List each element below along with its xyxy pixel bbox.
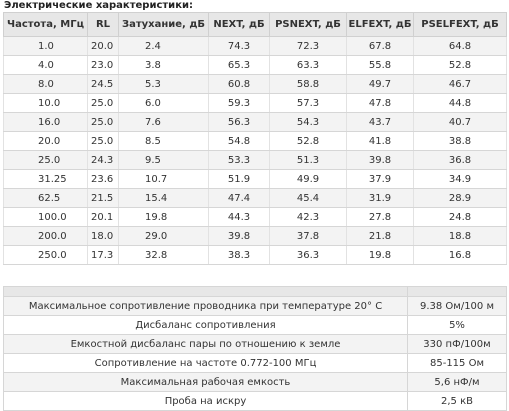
table-cell: 25.0 <box>88 132 119 151</box>
table-cell: 19.8 <box>119 208 209 227</box>
table-cell: 20.0 <box>4 132 88 151</box>
parameter-value: 330 пФ/100м <box>408 335 507 354</box>
table-cell: 21.5 <box>88 189 119 208</box>
table-cell: 49.9 <box>270 170 347 189</box>
parameter-name: Дисбаланс сопротивления <box>4 316 408 335</box>
table-cell: 6.0 <box>119 94 209 113</box>
table-row <box>4 37 507 56</box>
parameter-value: 2,5 кВ <box>408 392 507 411</box>
table-cell: 40.7 <box>414 113 507 132</box>
table-cell: 58.8 <box>270 75 347 94</box>
header-pselfext: PSELFEXT, дБ <box>414 13 507 37</box>
table-cell: 37.8 <box>270 227 347 246</box>
table-cell: 56.3 <box>209 113 270 132</box>
table-row <box>4 94 507 113</box>
table-cell: 51.9 <box>209 170 270 189</box>
table-row <box>4 316 507 335</box>
table-cell: 24.8 <box>414 208 507 227</box>
table-cell: 23.0 <box>88 56 119 75</box>
header-psnext: PSNEXT, дБ <box>270 13 347 37</box>
table-cell: 74.3 <box>209 37 270 56</box>
table-cell: 46.7 <box>414 75 507 94</box>
table-cell: 55.8 <box>347 56 414 75</box>
table-cell: 18.8 <box>414 227 507 246</box>
table-header-row <box>4 287 507 297</box>
parameter-name: Проба на искру <box>4 392 408 411</box>
table-cell: 17.3 <box>88 246 119 265</box>
table-cell: 7.6 <box>119 113 209 132</box>
table-cell: 36.3 <box>270 246 347 265</box>
parameter-value: 85-115 Ом <box>408 354 507 373</box>
table-row <box>4 246 507 265</box>
table-cell: 34.9 <box>414 170 507 189</box>
table-row <box>4 354 507 373</box>
table-cell: 52.8 <box>414 56 507 75</box>
frequency-characteristics-table <box>3 12 507 265</box>
table-cell: 39.8 <box>209 227 270 246</box>
table-cell: 25.0 <box>88 94 119 113</box>
table-cell: 43.7 <box>347 113 414 132</box>
parameter-name: Емкостной дисбаланс пары по отношению к земле <box>4 335 408 354</box>
table-cell: 25.0 <box>88 113 119 132</box>
table-cell: 53.3 <box>209 151 270 170</box>
table-cell: 64.8 <box>414 37 507 56</box>
header-attenuation: Затухание, дБ <box>119 13 209 37</box>
table-cell: 2.4 <box>119 37 209 56</box>
table-cell: 250.0 <box>4 246 88 265</box>
table-cell: 41.8 <box>347 132 414 151</box>
table-cell: 72.3 <box>270 37 347 56</box>
table-cell: 51.3 <box>270 151 347 170</box>
table-cell: 3.8 <box>119 56 209 75</box>
table-cell: 24.5 <box>88 75 119 94</box>
table-row <box>4 170 507 189</box>
table-cell: 44.3 <box>209 208 270 227</box>
table-cell: 60.8 <box>209 75 270 94</box>
table-cell: 8.0 <box>4 75 88 94</box>
table-cell: 16.0 <box>4 113 88 132</box>
header-cell <box>408 287 507 297</box>
table-cell: 54.3 <box>270 113 347 132</box>
table-body <box>4 37 507 265</box>
table-cell: 24.3 <box>88 151 119 170</box>
table-cell: 54.8 <box>209 132 270 151</box>
parameter-value: 5,6 нФ/м <box>408 373 507 392</box>
table-cell: 38.3 <box>209 246 270 265</box>
table-cell: 42.3 <box>270 208 347 227</box>
table-row <box>4 189 507 208</box>
table-cell: 23.6 <box>88 170 119 189</box>
header-elfext: ELFEXT, дБ <box>347 13 414 37</box>
table-row <box>4 335 507 354</box>
parameter-name: Сопротивление на частоте 0.772-100 МГц <box>4 354 408 373</box>
table-cell: 39.8 <box>347 151 414 170</box>
table-row <box>4 392 507 411</box>
parameter-name: Максимальная рабочая емкость <box>4 373 408 392</box>
table-row <box>4 132 507 151</box>
table-body <box>4 287 507 411</box>
table-cell: 25.0 <box>4 151 88 170</box>
parameter-value: 5% <box>408 316 507 335</box>
table-row <box>4 151 507 170</box>
table-row <box>4 373 507 392</box>
table-row <box>4 113 507 132</box>
table-cell: 28.9 <box>414 189 507 208</box>
table-cell: 5.3 <box>119 75 209 94</box>
table-row <box>4 56 507 75</box>
table-cell: 65.3 <box>209 56 270 75</box>
table-cell: 1.0 <box>4 37 88 56</box>
table-cell: 10.0 <box>4 94 88 113</box>
table-row <box>4 75 507 94</box>
table-cell: 67.8 <box>347 37 414 56</box>
table-cell: 62.5 <box>4 189 88 208</box>
table-cell: 52.8 <box>270 132 347 151</box>
table-cell: 15.4 <box>119 189 209 208</box>
table-cell: 37.9 <box>347 170 414 189</box>
table-cell: 47.8 <box>347 94 414 113</box>
header-rl: RL <box>88 13 119 37</box>
table-cell: 59.3 <box>209 94 270 113</box>
table-header-row <box>4 13 507 37</box>
table-cell: 9.5 <box>119 151 209 170</box>
table-row <box>4 227 507 246</box>
table-cell: 27.8 <box>347 208 414 227</box>
table-cell: 4.0 <box>4 56 88 75</box>
header-next: NEXT, дБ <box>209 13 270 37</box>
table-row <box>4 208 507 227</box>
table-cell: 57.3 <box>270 94 347 113</box>
table-cell: 38.8 <box>414 132 507 151</box>
table-cell: 29.0 <box>119 227 209 246</box>
table-cell: 31.25 <box>4 170 88 189</box>
table-cell: 44.8 <box>414 94 507 113</box>
parameter-value: 9.38 Ом/100 м <box>408 297 507 316</box>
table-cell: 200.0 <box>4 227 88 246</box>
table-cell: 16.8 <box>414 246 507 265</box>
table-cell: 32.8 <box>119 246 209 265</box>
table-cell: 47.4 <box>209 189 270 208</box>
table-cell: 20.0 <box>88 37 119 56</box>
table-cell: 100.0 <box>4 208 88 227</box>
table-row <box>4 297 507 316</box>
table-cell: 63.3 <box>270 56 347 75</box>
table-cell: 20.1 <box>88 208 119 227</box>
table-cell: 45.4 <box>270 189 347 208</box>
header-frequency: Частота, МГц <box>4 13 88 37</box>
header-cell <box>4 287 408 297</box>
table-cell: 31.9 <box>347 189 414 208</box>
parameter-name: Максимальное сопротивление проводника при температуре 20° С <box>4 297 408 316</box>
table-cell: 49.7 <box>347 75 414 94</box>
table-cell: 19.8 <box>347 246 414 265</box>
electrical-parameters-table <box>3 286 507 411</box>
table-cell: 18.0 <box>88 227 119 246</box>
section-title: Электрические характеристики: <box>4 0 193 11</box>
table-cell: 36.8 <box>414 151 507 170</box>
table-cell: 10.7 <box>119 170 209 189</box>
table-cell: 8.5 <box>119 132 209 151</box>
table-cell: 21.8 <box>347 227 414 246</box>
